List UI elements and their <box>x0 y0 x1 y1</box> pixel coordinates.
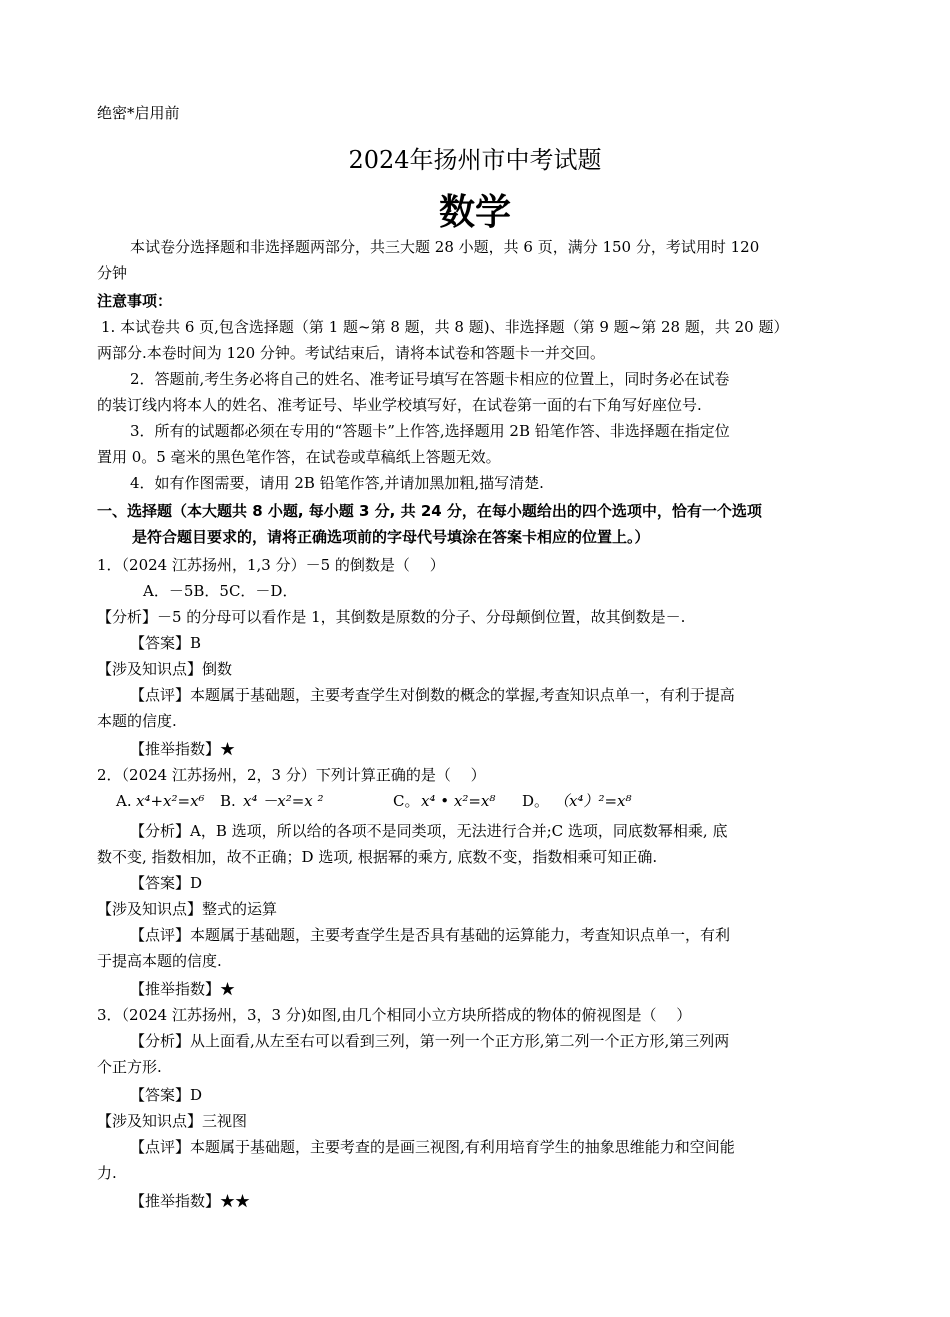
q1-comment-cont: 本题的信度. <box>97 712 177 730</box>
q2-analysis-cont: 数不变, 指数相加，故不正确；D 选项, 根据幂的乘方, 底数不变，指数相乘可知正确. <box>97 848 658 866</box>
q3-comment-cont: 力. <box>97 1164 117 1182</box>
q2-option-c-label: C。 <box>393 792 420 810</box>
q2-answer: 【答案】D <box>130 874 203 892</box>
notice-line: 置用 0。5 毫米的黑色笔作答，在试卷或草稿纸上答题无效。 <box>97 448 501 466</box>
notice-line: 两部分.本卷时间为 120 分钟。考试结束后，请将本试卷和答题卡一并交回。 <box>97 344 605 362</box>
q3-stem: 3．（2024 江苏扬州，3，3 分)如图,由几个相同小立方块所搭成的物体的俯视图是（ ） <box>97 1006 692 1024</box>
q2-option-c: x⁴ • x²=x⁸ <box>421 792 496 810</box>
notice-line: 2．答题前,考生务必将自己的姓名、准考证号填写在答题卡相应的位置上，同时务必在试卷 <box>130 370 730 388</box>
q2-knowledge: 【涉及知识点】整式的运算 <box>97 900 278 918</box>
q1-knowledge: 【涉及知识点】倒数 <box>97 660 233 678</box>
q2-option-d-label: D。 <box>522 792 550 810</box>
q2-stem: 2．（2024 江苏扬州，2，3 分）下列计算正确的是（ ） <box>97 766 486 784</box>
intro-line-1: 本试卷分选择题和非选择题两部分，共三大题 28 小题，共 6 页，满分 150 分，考试用时 120 <box>130 238 760 256</box>
q3-knowledge: 【涉及知识点】三视图 <box>97 1112 248 1130</box>
notice-line: 1. 本试卷共 6 页,包含选择题（第 1 题~第 8 题，共 8 题)、非选择题（第 9 题~第 28 题，共 20 题） <box>101 318 789 336</box>
q2-comment-cont: 于提高本题的信度. <box>97 952 222 970</box>
q1-comment: 【点评】本题属于基础题，主要考查学生对倒数的概念的掌握,考查知识点单一，有利于提高 <box>130 686 735 704</box>
q2-rating: 【推举指数】★ <box>130 980 236 998</box>
q2-option-a-label: A. <box>116 792 132 810</box>
q3-answer: 【答案】D <box>130 1086 203 1104</box>
q3-analysis: 【分析】从上面看,从左至右可以看到三列，第一列一个正方形,第二列一个正方形,第三列两 <box>130 1032 730 1050</box>
q2-option-b: x⁴ －x²=x ² <box>243 792 324 810</box>
q3-analysis-cont: 个正方形. <box>97 1058 162 1076</box>
q1-options: A．－5B．5C．－D． <box>143 582 298 600</box>
q2-option-a: x⁴+x²=x⁶ <box>136 792 205 810</box>
q2-option-b-label: B. <box>220 792 236 810</box>
intro-line-2: 分钟 <box>97 264 128 282</box>
q1-stem: 1．（2024 江苏扬州，1,3 分）－5 的倒数是（ ） <box>97 556 445 574</box>
q3-comment: 【点评】本题属于基础题，主要考查的是画三视图,有利用培育学生的抽象思维能力和空间能 <box>130 1138 735 1156</box>
confidential-label: 绝密*启用前 <box>97 104 180 122</box>
notice-line: 3．所有的试题都必须在专用的“答题卡”上作答,选择题用 2B 铅笔作答、非选择题在指定位 <box>130 422 730 440</box>
section-heading: 一、选择题（本大题共 8 小题, 每小题 3 分, 共 24 分，在每小题给出的四个选项中，恰有一个选项 <box>97 502 762 520</box>
exam-title: 2024年扬州市中考试题 <box>348 146 602 174</box>
q3-rating: 【推举指数】★★ <box>130 1192 251 1210</box>
q1-rating: 【推举指数】★ <box>130 740 236 758</box>
q2-analysis: 【分析】A，B 选项，所以给的各项不是同类项，无法进行合并;C 选项，同底数幂相乘, 底 <box>130 822 728 840</box>
q2-comment: 【点评】本题属于基础题，主要考查学生是否具有基础的运算能力，考查知识点单一，有利 <box>130 926 731 944</box>
notice-line: 4．如有作图需要，请用 2B 铅笔作答,并请加黑加粗,描写清楚. <box>130 474 544 492</box>
notice-heading: 注意事项： <box>97 292 173 310</box>
q1-answer: 【答案】B <box>130 634 202 652</box>
section-heading-cont: 是符合题目要求的，请将正确选项前的字母代号填涂在答案卡相应的位置上。） <box>132 528 650 546</box>
q1-analysis: 【分析】－5 的分母可以看作是 1，其倒数是原数的分子、分母颠倒位置，故其倒数是－. <box>97 608 686 626</box>
subject-title: 数学 <box>438 192 511 233</box>
notice-line: 的装订线内将本人的姓名、准考证号、毕业学校填写好，在试卷第一面的右下角写好座位号. <box>97 396 702 414</box>
q2-option-d: （x⁴）²=x⁸ <box>554 792 632 810</box>
